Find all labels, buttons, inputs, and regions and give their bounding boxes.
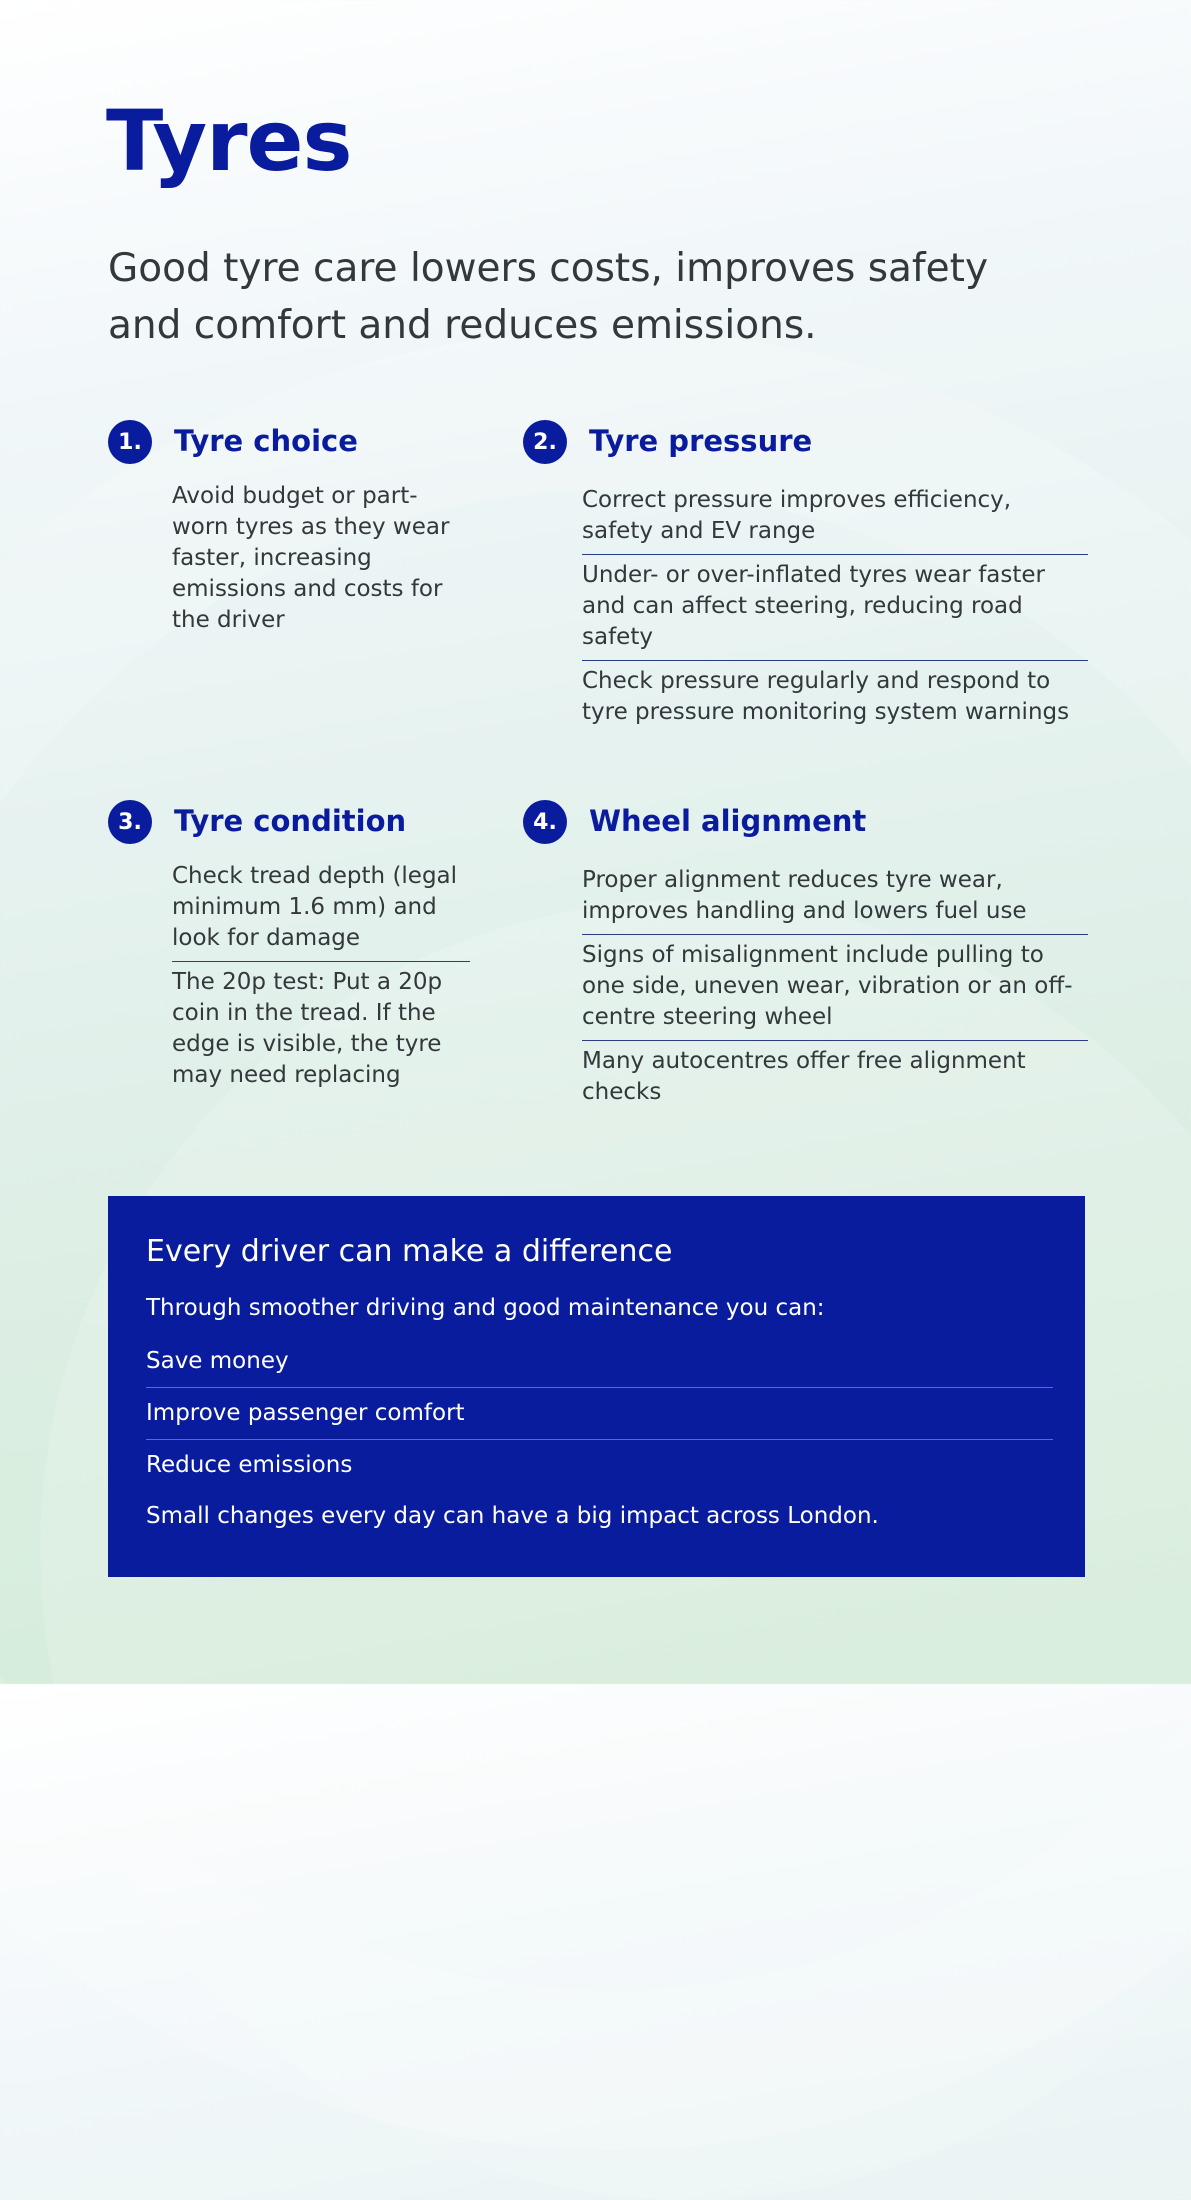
panel-lead: Through smoother driving and good maintenance you can:: [146, 1295, 825, 1321]
section-list: [172, 856, 470, 1098]
section-header: [523, 420, 1088, 466]
number-badge: 1.: [108, 420, 152, 464]
benefit-item: Reduce emissions: [146, 1452, 353, 1478]
list-item: Signs of misalignment include pulling to one side, uneven wear, vibration or an off-centre steering wheel: [582, 935, 1088, 1041]
benefit-item: Improve passenger comfort: [146, 1388, 1053, 1440]
section-tyre-choice: [108, 420, 488, 633]
section-header: [108, 420, 488, 466]
list-item: Under- or over-inflated tyres wear faster and can affect steering, reducing road safety: [582, 555, 1088, 661]
list-item: Correct pressure improves efficiency, safety and EV range: [582, 480, 1088, 555]
number-badge: 2.: [523, 420, 567, 464]
benefits-list: [146, 1336, 1053, 1491]
section-list: [172, 476, 470, 643]
section-title: Tyre condition: [174, 804, 407, 838]
section-tyre-condition: [108, 800, 488, 1088]
number-badge: 4.: [523, 800, 567, 844]
list-item: Many autocentres offer free alignment checks: [582, 1048, 1026, 1105]
section-header: [108, 800, 488, 846]
page-title: Tyres: [106, 92, 352, 190]
section-title: Tyre choice: [174, 424, 358, 458]
panel-heading: Every driver can make a difference: [146, 1234, 673, 1269]
section-tyre-pressure: [523, 420, 1088, 725]
panel-closing: Small changes every day can have a big impact across London.: [146, 1503, 879, 1529]
section-wheel-alignment: [523, 800, 1088, 1105]
list-item: The 20p test: Put a 20p coin in the tread. If the edge is visible, the tyre may need replacing: [172, 969, 443, 1088]
section-list: [582, 480, 1088, 735]
section-title: Wheel alignment: [589, 804, 867, 838]
section-list: [582, 860, 1088, 1115]
list-item: Avoid budget or part-worn tyres as they wear faster, increasing emissions and costs for the driver: [172, 483, 450, 633]
page-intro: Good tyre care lowers costs, improves safety and comfort and reduces emissions.: [108, 246, 989, 348]
list-item: Check tread depth (legal minimum 1.6 mm) and look for damage: [172, 856, 470, 962]
section-title: Tyre pressure: [589, 424, 813, 458]
list-item: Check pressure regularly and respond to tyre pressure monitoring system warnings: [582, 668, 1070, 725]
benefit-item: Save money: [146, 1336, 1053, 1388]
section-header: [523, 800, 1088, 846]
callout-panel: [108, 1196, 1085, 1577]
list-item: Proper alignment reduces tyre wear, improves handling and lowers fuel use: [582, 860, 1088, 935]
number-badge: 3.: [108, 800, 152, 844]
